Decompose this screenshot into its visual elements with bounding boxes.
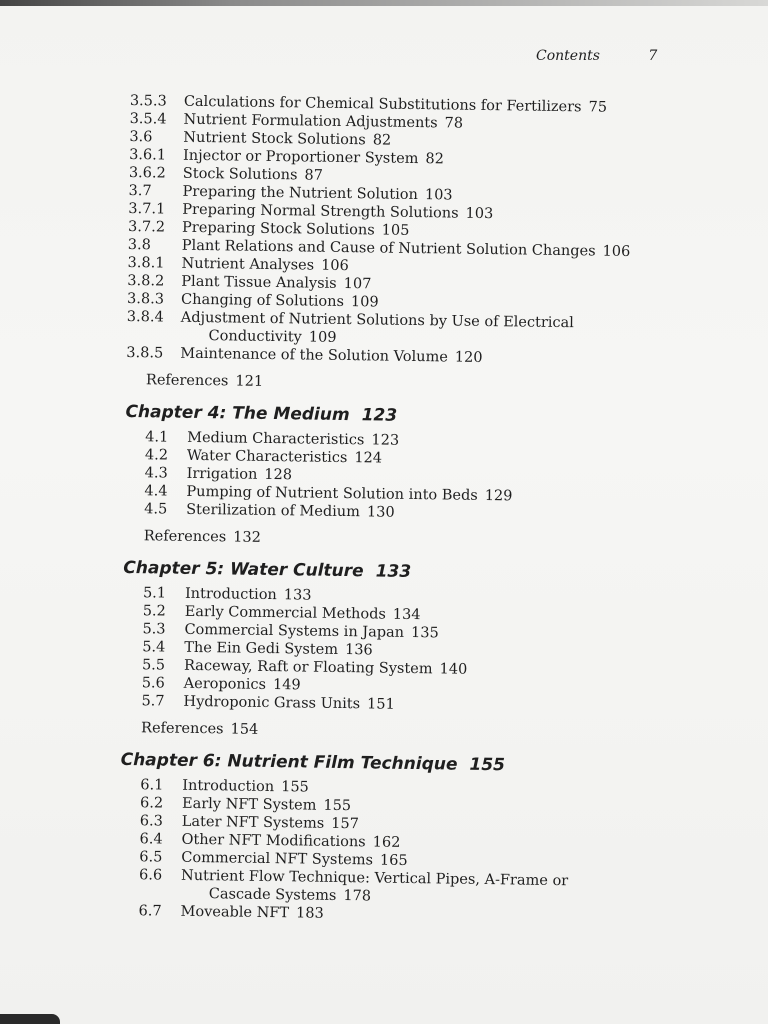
toc-entry-number: 5.5 — [141, 657, 166, 674]
toc-entry-text: Nutrient Flow Technique: Vertical Pipes, A-Frame or — [180, 867, 569, 890]
toc-entry-text: Hydroponic Grass Units — [183, 693, 361, 713]
table-of-contents — [118, 92, 730, 928]
toc-entry-number: 3.7.2 — [128, 218, 166, 236]
toc-entry-page-number: 87 — [304, 167, 324, 184]
toc-entry-text: Nutrient Stock Solutions — [183, 129, 366, 149]
toc-entry-page-number: 103 — [465, 205, 494, 223]
toc-entry-number: 3.5.4 — [129, 110, 167, 128]
toc-entry-text: Plant Relations and Cause of Nutrient Solution Changes — [181, 237, 596, 260]
toc-entry-text: Sterilization of Medium — [186, 501, 361, 521]
toc-entry-number: 3.8.4 — [126, 308, 164, 326]
toc-entry-text: Introduction — [182, 777, 275, 796]
toc-entry-number: 3.7.1 — [128, 200, 166, 218]
toc-entry-page-number: 78 — [444, 115, 464, 132]
toc-entry-number: 5.7 — [141, 693, 165, 710]
chapter6-title: Chapter 6: Nutrient Film Technique — [120, 749, 458, 775]
toc-entry-text: Irrigation — [186, 465, 258, 483]
toc-entry-page-number: 128 — [264, 466, 293, 484]
toc-entry-text: Nutrient Analyses — [181, 255, 315, 274]
references-label: References — [145, 372, 229, 390]
toc-entry-page-number: 109 — [350, 294, 379, 311]
toc-entry-text: Adjustment of Nutrient Solutions by Use of Electrical — [180, 309, 574, 332]
references-page-number: 132 — [233, 529, 262, 546]
toc-entry-page-number: 82 — [425, 151, 445, 168]
running-head — [536, 48, 657, 64]
toc-entry-page-number: 178 — [343, 888, 372, 905]
toc-entry-text: Injector or Proportioner System — [183, 147, 419, 168]
toc-entry-number: 4.1 — [145, 429, 169, 446]
toc-entry-page-number: 151 — [366, 696, 395, 713]
toc-entry-number: 3.6 — [129, 128, 153, 146]
toc-entry-text: Plant Tissue Analysis — [181, 273, 337, 292]
toc-entry-text: The Ein Gedi System — [184, 639, 339, 658]
chapter6-page-number: 155 — [469, 754, 506, 776]
toc-entry-number: 5.1 — [142, 585, 167, 602]
toc-entry-page-number: 109 — [308, 329, 337, 346]
toc-entry-text: Cascade Systems — [208, 886, 337, 904]
toc-entry-text: Calculations for Chemical Substitutions for Fertilizers — [183, 93, 582, 116]
toc-entry-page-number: 82 — [372, 132, 392, 149]
toc-entry-text: Preparing Stock Solutions — [181, 219, 375, 239]
toc-entry-number: 4.2 — [144, 447, 169, 464]
toc-entry-page-number: 135 — [410, 624, 439, 642]
toc-entry-text: Aeroponics — [183, 675, 267, 693]
chapter4-title: Chapter 4: The Medium — [125, 401, 350, 426]
toc-entry-number: 3.6.2 — [128, 164, 166, 182]
toc-entry-page-number: 140 — [439, 661, 468, 678]
toc-entry-text: Nutrient Formulation Adjustments — [183, 111, 438, 132]
chapter5-entry-list — [121, 584, 723, 718]
toc-entry-number: 3.5.3 — [129, 92, 167, 110]
toc-entry-text: Commercial Systems in Japan — [184, 621, 405, 641]
toc-entry-text: Introduction — [184, 585, 277, 604]
toc-entry-text: Water Characteristics — [186, 447, 348, 467]
toc-entry-page-number: 106 — [321, 257, 349, 275]
toc-entry-number — [139, 897, 181, 898]
toc-entry-number: 3.8.2 — [127, 272, 165, 290]
toc-entry-number: 4.5 — [144, 501, 168, 518]
running-head-title: Contents — [536, 48, 600, 64]
toc-entry-number: 5.4 — [142, 639, 166, 656]
section3-entry-list — [126, 92, 730, 370]
chapter6-entry-list — [118, 776, 720, 928]
toc-entry-text: Stock Solutions — [182, 165, 298, 184]
toc-entry-page-number: 134 — [392, 606, 421, 624]
toc-entry-number — [127, 339, 181, 340]
chapter4-references — [144, 528, 724, 552]
toc-entry-number: 6.1 — [140, 777, 164, 794]
toc-entry-number: 3.8.1 — [127, 254, 165, 272]
toc-entry-number: 3.8.3 — [126, 290, 165, 308]
toc-entry-page-number: 129 — [484, 487, 513, 505]
toc-entry-text: Maintenance of the Solution Volume — [180, 345, 448, 366]
running-head-page-number: 7 — [648, 48, 658, 64]
toc-entry-text: Pumping of Nutrient Solution into Beds — [186, 483, 478, 504]
toc-entry-number: 5.2 — [142, 603, 166, 620]
toc-entry-number: 3.8.5 — [126, 344, 164, 362]
toc-entry-number: 3.8 — [127, 236, 152, 254]
toc-entry-page-number: 105 — [381, 222, 410, 239]
toc-entry-page-number: 183 — [295, 905, 324, 922]
page-corner-shadow — [0, 1014, 60, 1024]
toc-entry-page-number: 157 — [331, 815, 360, 833]
toc-entry-page-number: 107 — [343, 276, 372, 293]
toc-entry-text: Commercial NFT Systems — [181, 849, 374, 869]
toc-entry-page-number: 75 — [588, 99, 608, 116]
toc-entry-number: 5.3 — [142, 621, 166, 638]
toc-entry-number: 6.4 — [139, 831, 163, 848]
chapter4-heading — [125, 402, 725, 430]
page-top-edge-shadow — [0, 0, 768, 6]
toc-entry-number: 4.4 — [144, 483, 168, 500]
toc-entry-number: 3.6.1 — [129, 146, 167, 164]
toc-entry-page-number: 165 — [379, 852, 408, 869]
toc-entry-text: Other NFT Modifications — [181, 831, 366, 851]
toc-entry-text: Moveable NFT — [180, 903, 290, 922]
toc-entry-page-number: 130 — [366, 504, 395, 521]
chapter4-page-number: 123 — [361, 405, 398, 426]
references-page-number: 154 — [230, 721, 259, 738]
toc-entry-page-number: 120 — [454, 349, 483, 366]
toc-entry-page-number: 133 — [283, 587, 312, 604]
toc-entry-number: 6.5 — [139, 849, 163, 866]
chapter4-entry-list — [124, 428, 725, 526]
toc-entry-number: 6.7 — [138, 903, 162, 920]
toc-entry-text: Conductivity — [208, 328, 302, 346]
toc-entry-page-number: 155 — [323, 797, 352, 815]
toc-entry-page-number: 136 — [344, 642, 373, 659]
toc-entry-page-number: 124 — [354, 450, 383, 467]
toc-entry-text: Preparing the Nutrient Solution — [182, 183, 419, 204]
references-page-number: 121 — [235, 373, 264, 390]
toc-entry-text: Medium Characteristics — [187, 429, 365, 449]
toc-entry-page-number: 155 — [281, 779, 309, 796]
chapter5-page-number: 133 — [375, 561, 412, 582]
chapter5-heading — [123, 558, 723, 586]
toc-entry-text: Raceway, Raft or Floating System — [183, 657, 433, 678]
toc-entry-text: Early NFT System — [181, 795, 317, 814]
toc-entry-number: 3.7 — [128, 182, 152, 200]
toc-entry-page-number: 162 — [372, 834, 401, 851]
toc-entry-page-number: 103 — [424, 187, 453, 204]
section3-references — [146, 372, 726, 396]
toc-entry-page-number: 149 — [272, 677, 301, 694]
toc-entry-number: 6.6 — [138, 867, 163, 884]
toc-entry-page-number: 123 — [371, 432, 400, 449]
toc-entry-text: Early Commercial Methods — [184, 603, 386, 623]
chapter5-title: Chapter 5: Water Culture — [123, 557, 364, 582]
chapter5-references — [141, 720, 721, 744]
toc-entry-number: 6.2 — [139, 795, 164, 812]
references-label: References — [141, 720, 224, 738]
chapter6-heading — [121, 750, 721, 778]
toc-entry-text: Changing of Solutions — [180, 291, 345, 311]
toc-entry-number: 5.6 — [141, 675, 165, 692]
toc-entry-page-number: 106 — [602, 243, 631, 260]
toc-entry-number: 6.3 — [139, 813, 163, 830]
references-label: References — [143, 528, 227, 546]
toc-entry-number: 4.3 — [144, 465, 168, 482]
toc-entry-text: Preparing Normal Strength Solutions — [182, 201, 459, 222]
toc-entry-text: Later NFT Systems — [181, 813, 325, 832]
